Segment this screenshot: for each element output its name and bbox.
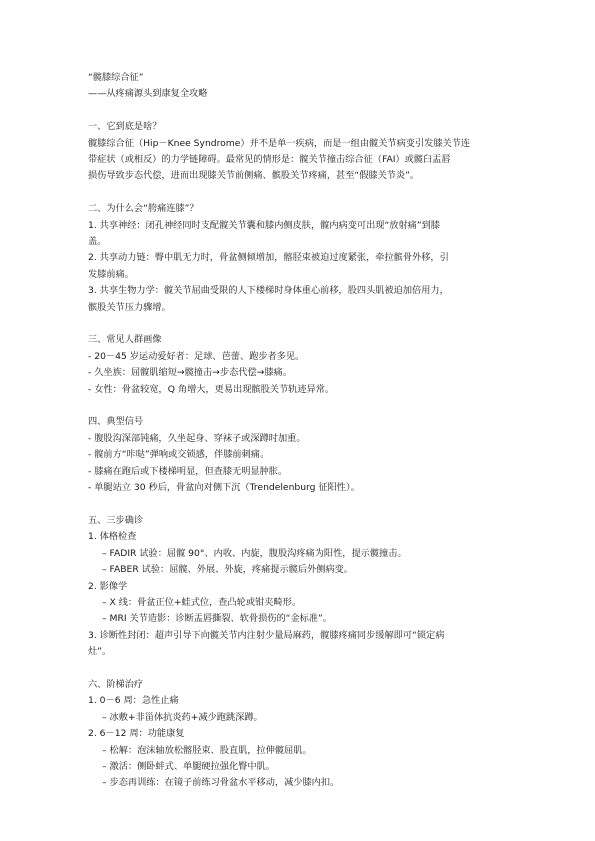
paragraph-line: 损伤导致步态代偿，进而出现膝关节前侧痛、髌股关节疼痛，甚至“假膝关节炎”。 bbox=[88, 170, 420, 182]
list-item: 2. 6－12 周：功能康复 bbox=[88, 728, 185, 740]
list-item: - 膝痛在跑后或下楼梯明显，但查膝无明显肿胀。 bbox=[88, 465, 288, 477]
sub-list-item: – X 线：骨盆正位+蛙式位，查凸轮或钳夹畸形。 bbox=[102, 596, 301, 608]
list-item: - 20－45 岁运动爱好者：足球、芭蕾、跑步者多见。 bbox=[88, 350, 305, 362]
doc-title: “髋膝综合征” bbox=[88, 72, 144, 83]
section-heading-3: 三、常见人群画像 bbox=[88, 334, 162, 346]
paragraph-line: 带症状（或相反）的力学链障碍。最常见的情形是：髋关节撞击综合征（FAI）或髋臼盂唇 bbox=[88, 154, 451, 166]
section-heading-6: 六、阶梯治疗 bbox=[88, 678, 144, 690]
section-heading-4: 四、典型信号 bbox=[88, 416, 144, 428]
list-item: - 女性：骨盆较宽，Q 角增大，更易出现髌股关节轨迹异常。 bbox=[88, 383, 335, 395]
list-item: 1. 0－6 周：急性止痛 bbox=[88, 695, 179, 707]
sub-list-item: – 步态再训练：在镜子前练习骨盆水平移动，减少膝内扣。 bbox=[102, 777, 340, 789]
sub-list-item: – MRI 关节造影：诊断盂唇撕裂、软骨损伤的“金标准”。 bbox=[102, 613, 332, 625]
list-item-line: 3. 共享生物力学：髋关节屈曲受限的人下楼梯时身体重心前移，股四头肌被迫加倍用力， bbox=[88, 285, 449, 297]
list-item: - 髋前方“咔哒”弹响或交锁感，伴膝前刺痛。 bbox=[88, 449, 270, 461]
list-item: - 腹股沟深部钝痛，久坐起身、穿袜子或深蹲时加重。 bbox=[88, 432, 306, 444]
section-heading-5: 五、三步确诊 bbox=[88, 514, 144, 526]
list-item: - 久坐族：屈髋肌缩短→髋撞击→步态代偿→膝痛。 bbox=[88, 367, 292, 379]
list-item-line: 2. 共享动力链：臀中肌无力时，骨盆侧倾增加，髂胫束被迫过度紧张，牵拉髌骨外移，引 bbox=[88, 252, 449, 264]
list-item: 1. 体格检查 bbox=[88, 531, 137, 543]
sub-list-item: – 激活：侧卧蚌式、单腿硬拉强化臀中肌。 bbox=[102, 760, 275, 772]
list-item: - 单腿站立 30 秒后，骨盆向对侧下沉（Trendelenburg 征阳性）。 bbox=[88, 482, 360, 494]
list-item-line: 1. 共享神经：闭孔神经同时支配髋关节囊和膝内侧皮肤，髋内病变可出现“放射痛”到膝 bbox=[88, 219, 440, 231]
sub-list-item: – 冰敷+非甾体抗炎药+减少跑跳深蹲。 bbox=[102, 711, 263, 723]
sub-list-item: – FABER 试验：屈髋、外展、外旋，疼痛提示髋后外侧病变。 bbox=[102, 564, 353, 576]
list-item: 2. 影像学 bbox=[88, 580, 128, 592]
doc-subtitle: ——从疼痛源头到康复全攻略 bbox=[88, 88, 208, 100]
list-item-line: 灶”。 bbox=[88, 646, 112, 658]
list-item-line: 盖。 bbox=[88, 236, 107, 248]
list-item-line: 髌股关节压力骤增。 bbox=[88, 301, 171, 313]
list-item-line: 发膝前痛。 bbox=[88, 268, 134, 280]
paragraph-line: 髋膝综合征（Hip－Knee Syndrome）并不是单一疾病，而是一组由髋关节病变引发膝关节连 bbox=[88, 137, 471, 149]
section-heading-1: 一、它到底是啥？ bbox=[88, 121, 162, 133]
sub-list-item: – 松解：泡沫轴放松髂胫束、股直肌，拉伸髋屈肌。 bbox=[102, 744, 312, 756]
section-heading-2: 二、为什么会“胯痛连膝”？ bbox=[88, 203, 199, 215]
sub-list-item: – FADIR 试验：屈髋 90°、内收、内旋，腹股沟疼痛为阳性，提示髋撞击。 bbox=[102, 547, 407, 559]
list-item-line: 3. 诊断性封闭：超声引导下向髋关节内注射少量局麻药，髋膝疼痛同步缓解即可“锁定病 bbox=[88, 629, 445, 641]
